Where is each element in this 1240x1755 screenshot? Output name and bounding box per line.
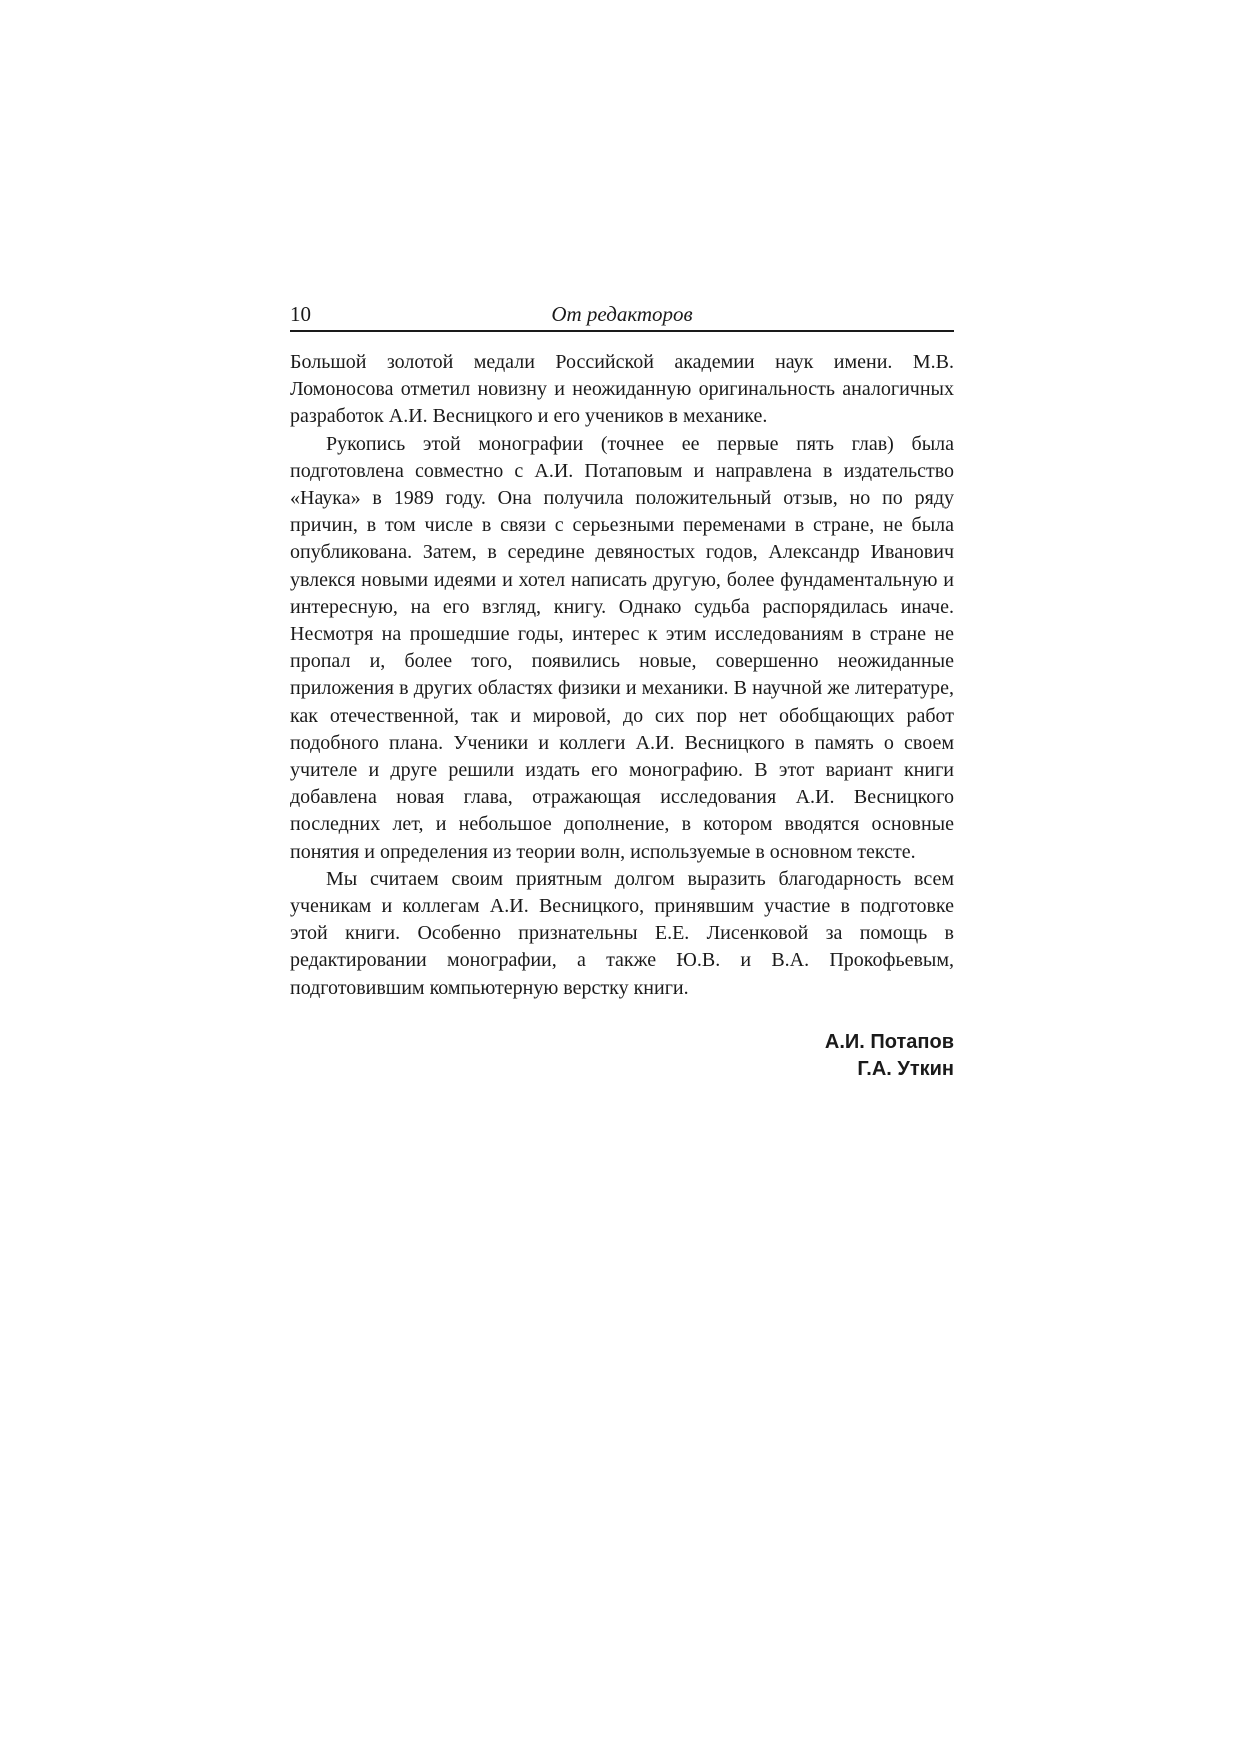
signature-utkin: Г.А. Уткин: [857, 1057, 954, 1080]
signature-potapov: А.И. Потапов: [824, 1030, 954, 1053]
paragraph-1: Большой золотой медали Российской академии наук имени. М.В. Ломоносова отметил новизну и неожиданную оригинальность аналогичных разработок А.И. Весницкого и его учеников в механике.: [290, 351, 954, 428]
paragraph-2: Рукопись этой монографии (точнее ее первые пять глав) была подготовлена совместно с А.И. Потаповым и направлена в издательство «Наука» в 1989 году. Она получила положительный отзыв, но по ряду причин, в том числе в связи с серьезными переменами в стране, не была опубликована. Затем, в середине девяностых годов, Александр Иванович увлекся новыми идеями и хотел написать другую, более фундаментальную и интересную, на его взгляд, книгу. Однако судьба распорядилась иначе. Несмотря на прошедшие годы, интерес к этим исследованиям в стране не пропал и, более того, появились новые, совершенно неожиданные приложения в других областях физики и механики. В научной же литературе, как отечественной, так и мировой, до сих пор нет обобщающих работ подобного плана. Ученики и коллеги А.И. Весницкого в память о своем учителе и друге решили издать его монографию. В этот вариант книги добавлена новая глава, отражающая исследования А.И. Весницкого последних лет, и небольшое дополнение, в котором вводятся основные понятия и определения из теории волн, используемые в основном тексте.: [290, 432, 954, 863]
paragraph-3: Мы считаем своим приятным долгом выразить благодарность всем ученикам и коллегам А.И. Весницкого, принявшим участие в подготовке этой книги. Особенно признательны Е.Е. Лисенковой за помощь в редактировании монографии, а также Ю.В. и В.А. Прокофьевым, подготовившим компьютерную верстку книги.: [290, 867, 954, 999]
running-head: [290, 302, 954, 332]
running-title: От редакторов: [551, 302, 693, 326]
signatures: [290, 1029, 954, 1083]
book-page: [290, 302, 954, 1083]
page-number: 10: [290, 302, 311, 326]
body-text: [290, 349, 954, 1002]
